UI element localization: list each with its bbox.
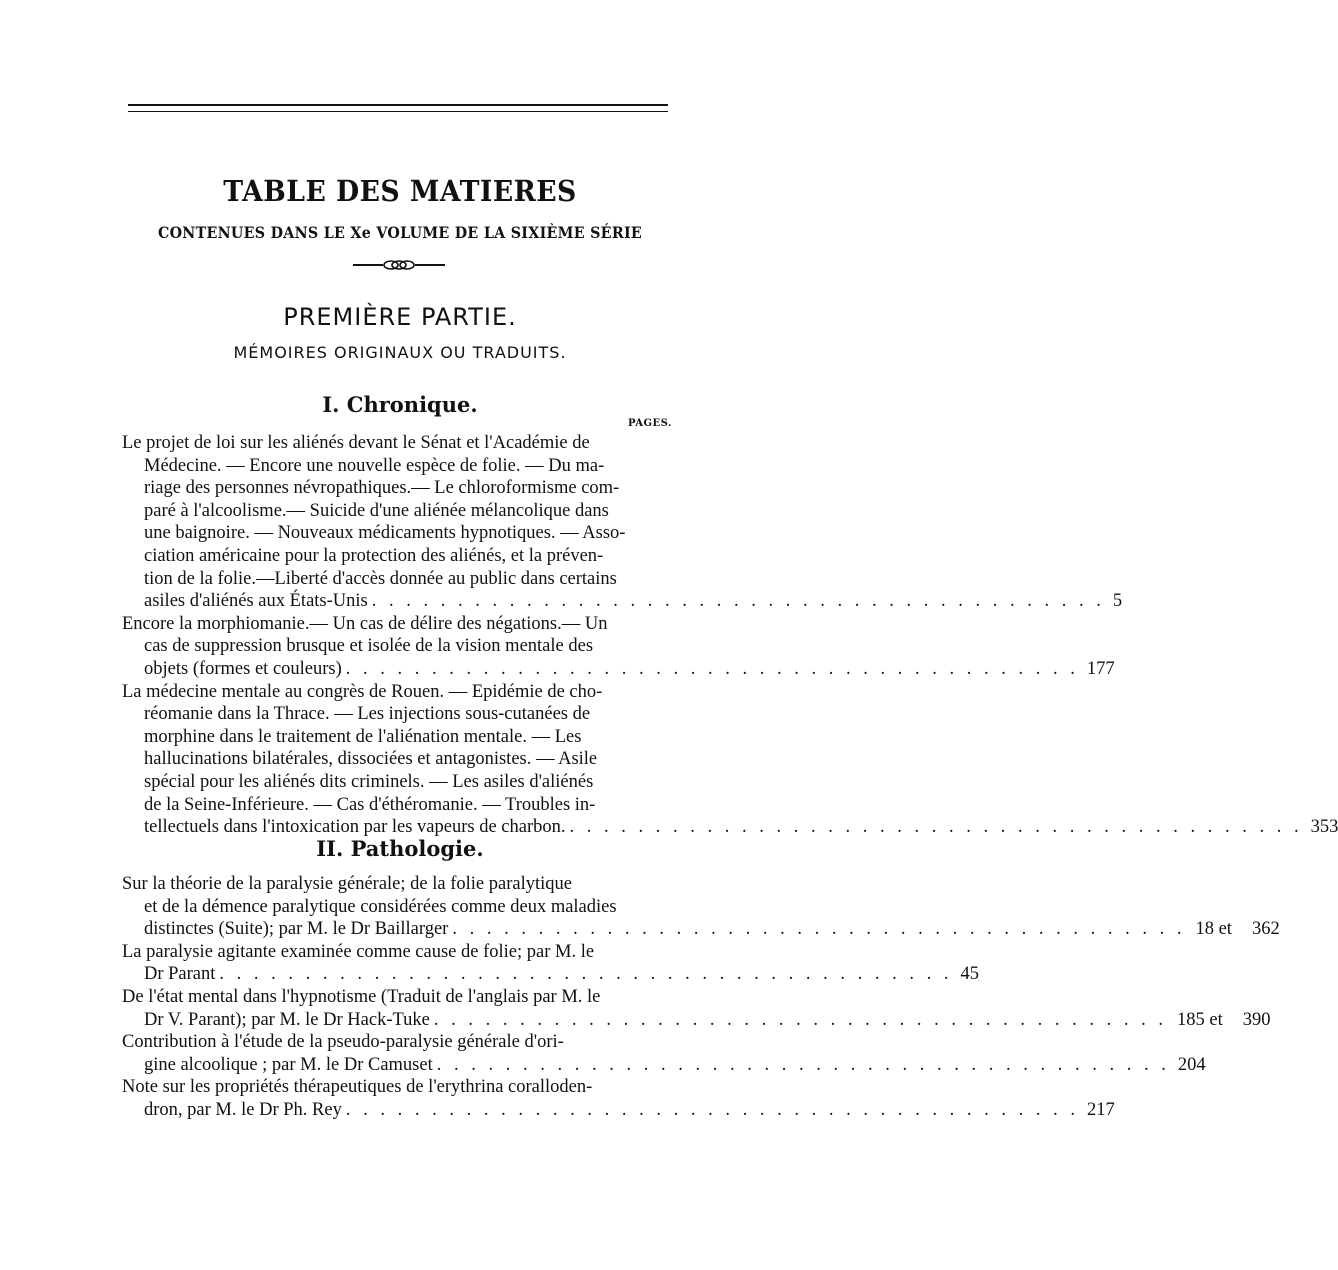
toc-entry-text: Médecine. — Encore une nouvelle espèce de folie. — Du ma-	[144, 455, 605, 476]
toc-entry-text: Dr V. Parant); par M. le Dr Hack-Tuke	[144, 1009, 430, 1030]
toc-entry-text: La paralysie agitante examinée comme cause de folie; par M. le	[122, 941, 595, 962]
toc-entry	[122, 941, 980, 986]
toc-entry-line	[122, 941, 672, 964]
toc-entry-line	[122, 500, 672, 523]
toc-entry-text: paré à l'alcoolisme.— Suicide d'une aliénée mélancolique dans	[144, 500, 609, 521]
toc-entry-text: de la Seine-Inférieure. — Cas d'éthéromanie. — Troubles in-	[144, 794, 596, 815]
header-double-rule-top	[128, 104, 668, 106]
toc-entry-text: et de la démence paralytique considérées comme deux maladies	[144, 896, 617, 917]
toc-entry	[122, 1031, 1206, 1076]
section-entries-chronique	[122, 432, 1338, 839]
toc-entry-line	[122, 1054, 1206, 1077]
toc-entry-line	[122, 658, 1115, 681]
dot-leader: . . . . . . . . . . . . . . . . . . . . . . . . . . . . . . . . . . . . . . . . . . .	[452, 919, 1186, 940]
toc-entry	[122, 986, 1271, 1031]
toc-entry-page-prefix: 18 et	[1195, 919, 1232, 940]
toc-entry-line	[122, 432, 672, 455]
toc-entry-text: une baignoire. — Nouveaux médicaments hypnotiques. — Asso-	[144, 523, 626, 544]
toc-entry-page-number: 204	[1177, 1054, 1206, 1075]
toc-entry-text: La médecine mentale au congrès de Rouen. — Epidémie de cho-	[122, 681, 603, 702]
dot-leader: . . . . . . . . . . . . . . . . . . . . . . . . . . . . . . . . . . . . . . . . . . .	[345, 1099, 1079, 1120]
dot-leader: . . . . . . . . . . . . . . . . . . . . . . . . . . . . . . . . . . . . . . . . . . .	[345, 658, 1079, 679]
toc-entry-page-prefix: 185 et	[1176, 1009, 1223, 1030]
toc-entry-text: cas de suppression brusque et isolée de la vision mentale des	[144, 636, 594, 657]
toc-entry-line	[122, 1076, 672, 1099]
toc-entry-text: réomanie dans la Thrace. — Les injections sous-cutanées de	[144, 704, 591, 725]
toc-entry	[122, 873, 1280, 941]
toc-entry-text: ciation américaine pour la protection des aliénés, et la préven-	[144, 545, 604, 566]
toc-entry-text: dron, par M. le Dr Ph. Rey	[144, 1099, 342, 1120]
toc-entry-text: Contribution à l'étude de la pseudo-paralysie générale d'ori-	[122, 1032, 564, 1053]
toc-entry-text: tellectuels dans l'intoxication par les vapeurs de charbon.	[144, 817, 566, 838]
toc-entry-line	[122, 522, 672, 545]
pages-column-label: PAGES.	[627, 418, 672, 429]
toc-entry-page-number: 217	[1086, 1099, 1115, 1120]
toc-entry-text: hallucinations bilatérales, dissociées et antagonistes. — Asile	[144, 749, 598, 770]
toc-entry-text: distinctes (Suite); par M. le Dr Baillarger	[144, 919, 449, 940]
toc-entry-line	[122, 455, 672, 478]
header-double-rule-bottom	[128, 111, 668, 112]
toc-entry-line	[122, 771, 672, 794]
toc-entry-text: Sur la théorie de la paralysie générale; de la folie paralytique	[122, 874, 572, 894]
toc-entry	[122, 1076, 1115, 1121]
toc-entry-line	[122, 1031, 672, 1054]
ornament-divider-icon	[353, 257, 445, 273]
toc-entry-line	[122, 963, 980, 986]
toc-entry-text: gine alcoolique ; par M. le Dr Camuset	[144, 1054, 433, 1075]
dot-leader: . . . . . . . . . . . . . . . . . . . . . . . . . . . . . . . . . . . . . . . . . . .	[569, 817, 1303, 838]
document-title: TABLE DES MATIERES	[223, 174, 577, 208]
toc-entry-line	[122, 726, 672, 749]
dot-leader: . . . . . . . . . . . . . . . . . . . . . . . . . . . . . . . . . . . . . . . . . . .	[219, 964, 953, 985]
toc-entry-line	[122, 873, 672, 896]
toc-entry-line	[122, 1099, 1115, 1122]
toc-entry-text: riage des personnes névropathiques.— Le chloroformisme com-	[144, 478, 620, 499]
toc-entry-page-number: 45	[960, 964, 980, 985]
toc-entry-page-number: 353	[1310, 817, 1338, 838]
section-heading-chronique: I. Chronique.	[322, 392, 478, 417]
toc-entry-text: tion de la folie.—Liberté d'accès donnée au public dans certains	[144, 568, 617, 589]
toc-entry-line	[122, 681, 672, 704]
toc-entry-line	[122, 545, 672, 568]
toc-entry-page-number: 177	[1086, 658, 1115, 679]
toc-entry-line	[122, 613, 672, 636]
toc-entry-line	[122, 703, 672, 726]
document-subtitle: CONTENUES DANS LE Xe VOLUME DE LA SIXIÈME SÉRIE	[157, 223, 643, 242]
toc-entry-text: spécial pour les aliénés dits criminels. — Les asiles d'aliénés	[144, 771, 594, 792]
toc-entry-text: Encore la morphiomanie.— Un cas de délire des négations.— Un	[122, 613, 608, 634]
toc-entry-line	[122, 568, 672, 591]
dot-leader: . . . . . . . . . . . . . . . . . . . . . . . . . . . . . . . . . . . . . . . . . . .	[436, 1054, 1170, 1075]
toc-entry	[122, 432, 1123, 613]
toc-entry-page-number: 390	[1242, 1009, 1271, 1030]
part-title: PREMIÈRE PARTIE.	[283, 303, 517, 331]
toc-entry-line	[122, 896, 672, 919]
toc-entry-line	[122, 477, 672, 500]
toc-entry-text: De l'état mental dans l'hypnotisme (Traduit de l'anglais par M. le	[122, 986, 601, 1007]
toc-entry-line	[122, 986, 672, 1009]
toc-entry-line	[122, 1009, 1271, 1032]
toc-entry-text: Dr Parant	[144, 964, 216, 985]
dot-leader: . . . . . . . . . . . . . . . . . . . . . . . . . . . . . . . . . . . . . . . . . . .	[371, 591, 1105, 612]
toc-entry	[122, 681, 1338, 839]
toc-entry-line	[122, 635, 672, 658]
part-subtitle: MÉMOIRES ORIGINAUX OU TRADUITS.	[233, 343, 567, 362]
toc-entry-text: morphine dans le traitement de l'aliénation mentale. — Les	[144, 726, 582, 747]
toc-entry-text: objets (formes et couleurs)	[144, 658, 342, 679]
section-entries-pathologie	[122, 873, 1280, 1122]
toc-entry	[122, 613, 1115, 681]
toc-entry-text: asiles d'aliénés aux États-Unis	[144, 591, 368, 612]
toc-entry-page-number: 362	[1251, 919, 1280, 940]
section-heading-pathologie: II. Pathologie.	[316, 836, 484, 861]
toc-entry-page-number: 5	[1112, 591, 1123, 612]
toc-entry-line	[122, 794, 672, 817]
toc-entry-text: Note sur les propriétés thérapeutiques de l'erythrina coralloden-	[122, 1077, 593, 1098]
toc-entry-line	[122, 748, 672, 771]
toc-entry-text: Le projet de loi sur les aliénés devant le Sénat et l'Académie de	[122, 433, 590, 453]
toc-entry-line	[122, 918, 1280, 941]
toc-entry-line	[122, 590, 1123, 613]
dot-leader: . . . . . . . . . . . . . . . . . . . . . . . . . . . . . . . . . . . . . . . . . . .	[433, 1009, 1167, 1030]
